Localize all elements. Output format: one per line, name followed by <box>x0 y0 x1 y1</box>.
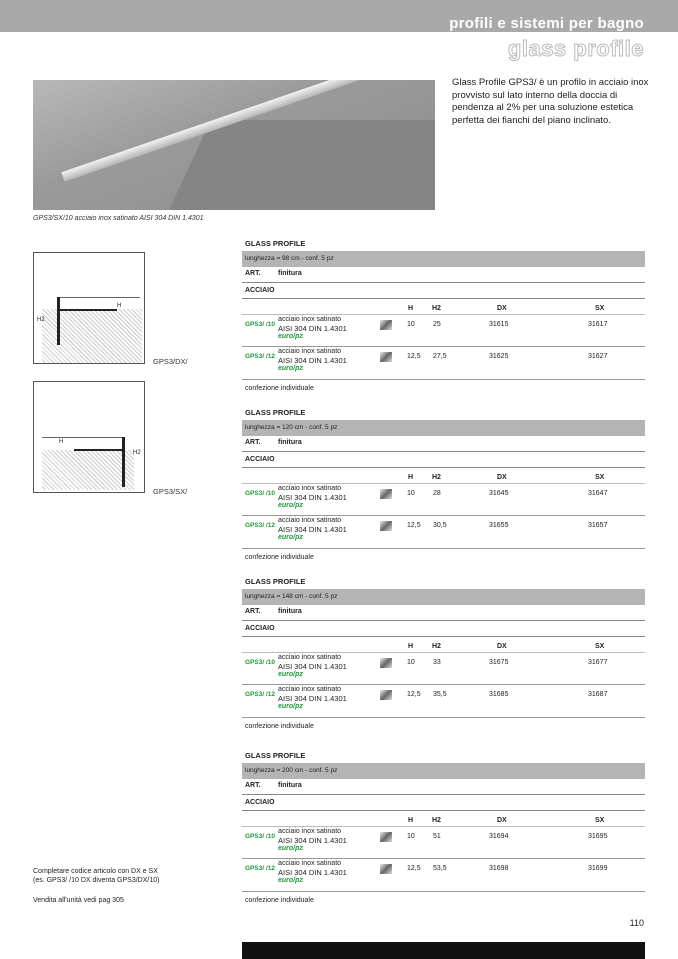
finish-header: finitura <box>278 270 302 277</box>
length-bar: lunghezza = 98 cm - conf. 5 pz <box>242 251 645 267</box>
value-h: 12,5 <box>407 353 421 360</box>
table-title: GLASS PROFILE <box>245 239 306 248</box>
finish-description: acciaio inox satinato AISI 304 DIN 1.4301 euro/pz <box>278 316 347 340</box>
value-dx: 31615 <box>489 321 509 328</box>
finish-swatch-icon <box>380 658 392 668</box>
value-h2: 30,5 <box>433 522 447 529</box>
value-sx: 31627 <box>588 353 608 360</box>
value-sx: 31617 <box>588 321 608 328</box>
divider <box>242 794 645 795</box>
value-dx: 31675 <box>489 659 509 666</box>
col-dx: DX <box>497 643 507 650</box>
page-subtitle: glass profile <box>507 36 644 61</box>
table-title: GLASS PROFILE <box>245 751 306 760</box>
product-table <box>242 236 645 396</box>
footer-bar <box>242 942 645 959</box>
divider <box>242 636 645 637</box>
product-photo <box>33 80 435 210</box>
value-dx: 31694 <box>489 833 509 840</box>
value-h2: 51 <box>433 833 441 840</box>
value-sx: 31687 <box>588 691 608 698</box>
art-header: ART. <box>245 782 261 789</box>
value-dx: 31655 <box>489 522 509 529</box>
finish-header: finitura <box>278 608 302 615</box>
art-header: ART. <box>245 270 261 277</box>
finish-swatch-icon <box>380 832 392 842</box>
product-table <box>242 405 645 565</box>
finish-swatch-icon <box>380 320 392 330</box>
col-h2: H2 <box>432 474 441 481</box>
packaging-note: confezione individuale <box>245 723 314 730</box>
divider <box>242 451 645 452</box>
finish-swatch-icon <box>380 489 392 499</box>
article-code: GPS3/ /12 <box>245 522 275 529</box>
footnote-code: Completare codice articolo con DX e SX (es. GPS3/ /10 DX diventa GPS3/DX/10) <box>33 868 160 884</box>
value-h2: 53,5 <box>433 865 447 872</box>
value-sx: 31657 <box>588 522 608 529</box>
col-dx: DX <box>497 817 507 824</box>
finish-swatch-icon <box>380 690 392 700</box>
divider <box>242 282 645 283</box>
col-sx: SX <box>595 817 605 824</box>
divider <box>242 483 645 484</box>
value-dx: 31698 <box>489 865 509 872</box>
page-number: 110 <box>629 918 644 928</box>
article-code: GPS3/ /12 <box>245 353 275 360</box>
art-header: ART. <box>245 608 261 615</box>
col-h: H <box>408 474 414 481</box>
product-table <box>242 748 645 908</box>
finish-swatch-icon <box>380 352 392 362</box>
material-header: ACCIAIO <box>245 799 275 806</box>
length-bar: lunghezza = 120 cm - conf. 5 pz <box>242 420 645 436</box>
value-sx: 31677 <box>588 659 608 666</box>
col-sx: SX <box>595 305 605 312</box>
packaging-note: confezione individuale <box>245 897 314 904</box>
value-dx: 31625 <box>489 353 509 360</box>
article-code: GPS3/ /10 <box>245 659 275 666</box>
length-bar: lunghezza = 200 cm - conf. 5 pz <box>242 763 645 779</box>
value-sx: 31695 <box>588 833 608 840</box>
divider <box>242 810 645 811</box>
article-code: GPS3/ /10 <box>245 321 275 328</box>
material-header: ACCIAIO <box>245 456 275 463</box>
section-title: profili e sistemi per bagno <box>449 15 644 32</box>
finish-description: acciaio inox satinato AISI 304 DIN 1.4301 euro/pz <box>278 348 347 372</box>
col-dx: DX <box>497 305 507 312</box>
value-h2: 25 <box>433 321 441 328</box>
article-code: GPS3/ /12 <box>245 691 275 698</box>
table-title: GLASS PROFILE <box>245 408 306 417</box>
divider <box>242 652 645 653</box>
col-h: H <box>408 305 414 312</box>
value-h2: 28 <box>433 490 441 497</box>
finish-swatch-icon <box>380 864 392 874</box>
packaging-note: confezione individuale <box>245 385 314 392</box>
finish-description: acciaio inox satinato AISI 304 DIN 1.4301 euro/pz <box>278 485 347 509</box>
diagram-sx: H H2 <box>33 381 145 493</box>
col-h: H <box>408 643 414 650</box>
value-sx: 31699 <box>588 865 608 872</box>
article-code: GPS3/ /10 <box>245 833 275 840</box>
divider <box>242 467 645 468</box>
article-code: GPS3/ /12 <box>245 865 275 872</box>
finish-swatch-icon <box>380 521 392 531</box>
photo-caption: GPS3/SX/10 acciaio inox satinato AISI 304 DIN 1.4301 <box>33 215 204 222</box>
divider <box>242 314 645 315</box>
length-bar: lunghezza = 148 cm - conf. 5 pz <box>242 589 645 605</box>
col-sx: SX <box>595 643 605 650</box>
diagram-dx: H H2 <box>33 252 145 364</box>
col-h2: H2 <box>432 305 441 312</box>
value-dx: 31645 <box>489 490 509 497</box>
value-h2: 27,5 <box>433 353 447 360</box>
value-h: 12,5 <box>407 691 421 698</box>
value-h: 10 <box>407 321 415 328</box>
intro-text: Glass Profile GPS3/ è un profilo in acciaio inox provvisto sul lato interno della doccia di pendenza al 2% per una soluzione estetica perfetta dei fianchi del piano inclinato. <box>452 77 649 126</box>
value-h2: 35,5 <box>433 691 447 698</box>
value-sx: 31647 <box>588 490 608 497</box>
art-header: ART. <box>245 439 261 446</box>
value-h: 10 <box>407 490 415 497</box>
col-sx: SX <box>595 474 605 481</box>
col-h2: H2 <box>432 643 441 650</box>
table-title: GLASS PROFILE <box>245 577 306 586</box>
finish-description: acciaio inox satinato AISI 304 DIN 1.4301 euro/pz <box>278 860 347 884</box>
finish-description: acciaio inox satinato AISI 304 DIN 1.4301 euro/pz <box>278 686 347 710</box>
col-dx: DX <box>497 474 507 481</box>
finish-description: acciaio inox satinato AISI 304 DIN 1.4301 euro/pz <box>278 517 347 541</box>
material-header: ACCIAIO <box>245 625 275 632</box>
divider <box>242 620 645 621</box>
finish-description: acciaio inox satinato AISI 304 DIN 1.4301 euro/pz <box>278 654 347 678</box>
value-h: 10 <box>407 833 415 840</box>
value-h: 12,5 <box>407 865 421 872</box>
value-h: 12,5 <box>407 522 421 529</box>
diagram-label-dx: GPS3/DX/ <box>153 357 188 366</box>
product-table <box>242 574 645 734</box>
value-h2: 33 <box>433 659 441 666</box>
finish-description: acciaio inox satinato AISI 304 DIN 1.4301 euro/pz <box>278 828 347 852</box>
finish-header: finitura <box>278 782 302 789</box>
col-h2: H2 <box>432 817 441 824</box>
material-header: ACCIAIO <box>245 287 275 294</box>
divider <box>242 826 645 827</box>
finish-header: finitura <box>278 439 302 446</box>
value-h: 10 <box>407 659 415 666</box>
diagram-label-sx: GPS3/SX/ <box>153 487 188 496</box>
col-h: H <box>408 817 414 824</box>
packaging-note: confezione individuale <box>245 554 314 561</box>
footnote-sale: Vendita all'unità vedi pag 305 <box>33 897 124 904</box>
divider <box>242 298 645 299</box>
article-code: GPS3/ /10 <box>245 490 275 497</box>
value-dx: 31685 <box>489 691 509 698</box>
